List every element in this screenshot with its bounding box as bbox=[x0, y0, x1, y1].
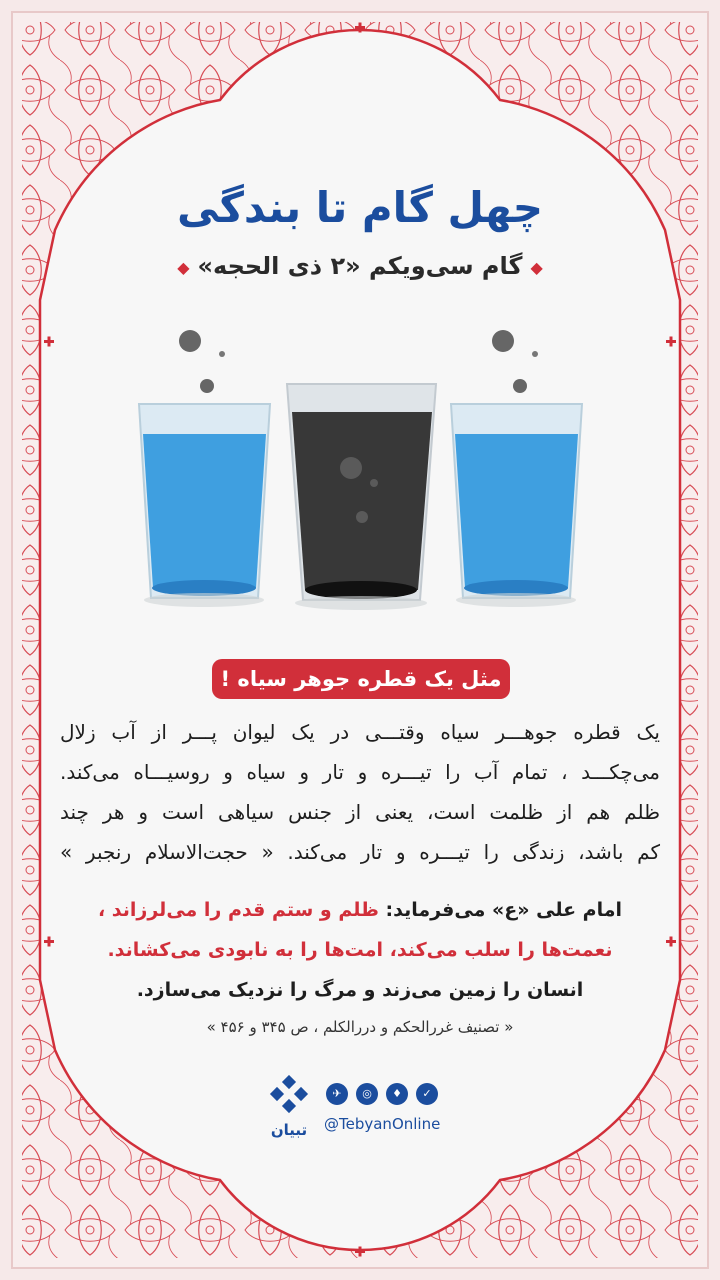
footer-branding bbox=[260, 1075, 470, 1145]
source-citation: « تصنیف غررالحکم و دررالکلم ، ص ۳۴۵ و ۴۵۶ » bbox=[206, 1018, 514, 1036]
social-icons bbox=[326, 1083, 438, 1105]
quote-line-1 bbox=[60, 890, 660, 930]
twitter-icon[interactable]: ♦ bbox=[386, 1083, 408, 1105]
glasses-illustration bbox=[0, 320, 720, 620]
bubble bbox=[200, 379, 214, 393]
paragraph-line: یک قطره جوهـــر سیاه وقتـــی در یک لیوان پـــر از آب زلال bbox=[60, 720, 660, 744]
brand-name: تبیان bbox=[270, 1121, 308, 1139]
page-title: چهل گام تا بندگی bbox=[177, 183, 543, 232]
telegram-icon[interactable]: ✈ bbox=[326, 1083, 348, 1105]
paragraph-line: می‌چکـــد ، تمام آب را تیـــره و تار و سیاه و روسیـــاه می‌کند. bbox=[60, 760, 660, 784]
bubble bbox=[179, 330, 201, 352]
clear-water-glass-left bbox=[139, 404, 270, 607]
clear-water-glass-right bbox=[451, 404, 582, 607]
highlight-badge: مثل یک قطره جوهر سیاه ! bbox=[212, 659, 510, 699]
hadith-quote bbox=[60, 890, 660, 1010]
instagram-icon[interactable]: ◎ bbox=[356, 1083, 378, 1105]
paragraph-line: ظلم هم از ظلمت است، یعنی از جنس سیاهی است و هر چند bbox=[60, 800, 660, 824]
body-paragraph bbox=[60, 712, 660, 872]
paragraph-line: کم باشد، زندگی را تیـــره و تار می‌کند. « حجت‌الاسلام رنجبر » bbox=[60, 840, 660, 864]
quote-prefix: امام علی «ع» می‌فرماید: bbox=[385, 899, 623, 921]
bubble bbox=[492, 330, 514, 352]
black-water-glass bbox=[287, 384, 436, 610]
subtitle-text: گام سی‌ویکم «۲ ذی الحجه» bbox=[197, 252, 523, 280]
tebyan-logo-icon bbox=[260, 1075, 318, 1143]
verified-icon[interactable]: ✓ bbox=[416, 1083, 438, 1105]
quote-red-1: ظلم و ستم قدم را می‌لرزاند ، bbox=[97, 899, 379, 921]
social-handle[interactable]: @TebyanOnline bbox=[324, 1115, 441, 1133]
bubble bbox=[513, 379, 527, 393]
bubble bbox=[219, 351, 225, 357]
diamond-icon: ◆ bbox=[530, 257, 543, 277]
bubble bbox=[532, 351, 538, 357]
page-subtitle bbox=[0, 252, 720, 280]
diamond-icon: ◆ bbox=[177, 257, 190, 277]
quote-red-2: نعمت‌ها را سلب می‌کند، امت‌ها را به نابودی می‌کشاند. bbox=[107, 939, 613, 961]
quote-line-3: انسان را زمین می‌زند و مرگ را نزدیک می‌سازد. bbox=[136, 979, 584, 1001]
